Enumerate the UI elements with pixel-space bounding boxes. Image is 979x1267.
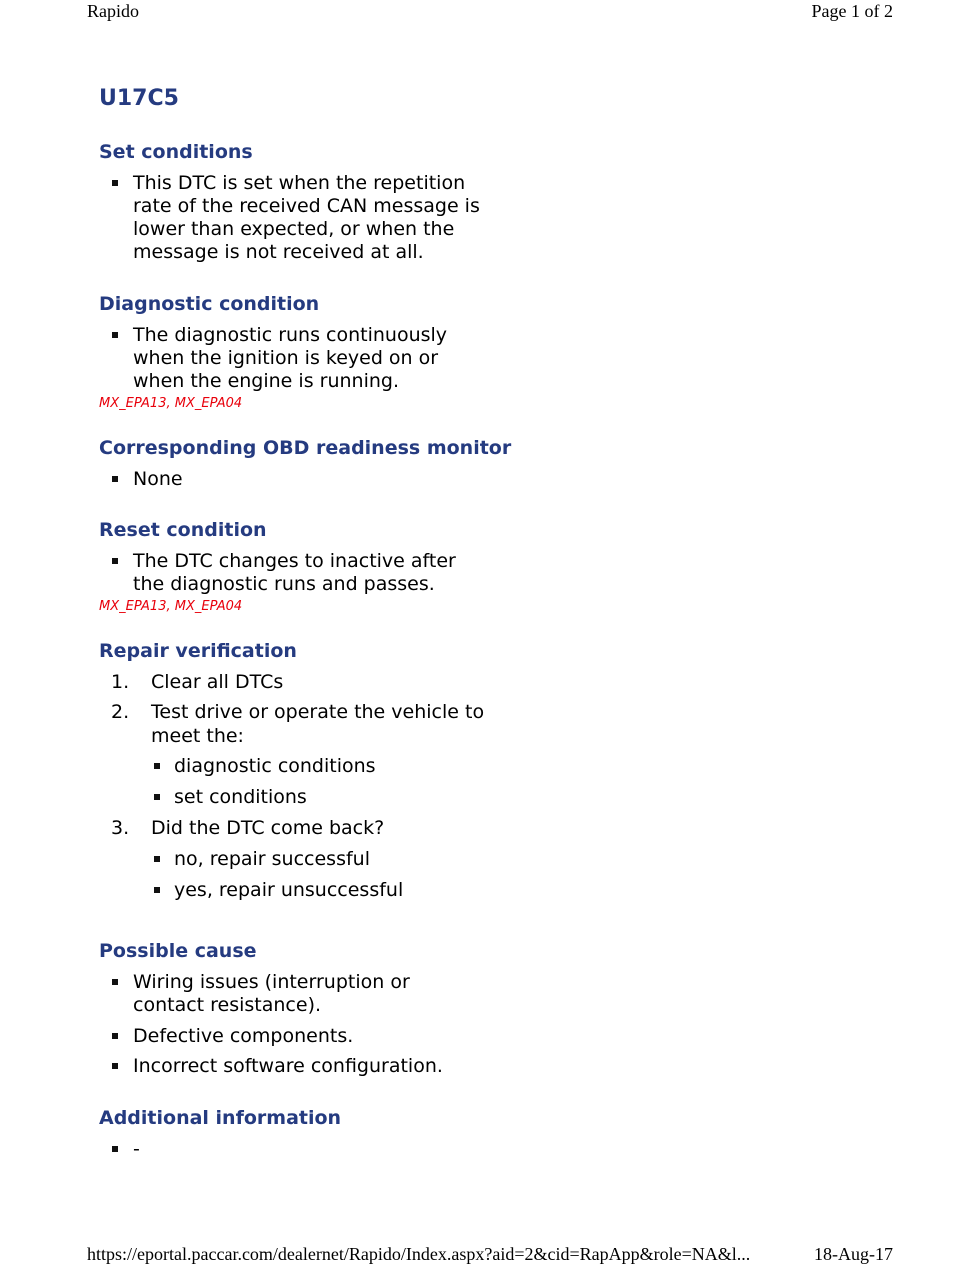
list-item: 3. Did the DTC come back? no, repair successful yes, repair unsuccessful <box>99 817 489 902</box>
section-heading: Corresponding OBD readiness monitor <box>99 437 512 459</box>
sub-list-item: diagnostic conditions <box>151 755 489 778</box>
footer-url: https://eportal.paccar.com/dealernet/Rapido/Index.aspx?aid=2&cid=RapApp&role=NA&l... <box>87 1244 751 1264</box>
bullet-icon <box>154 856 160 862</box>
reset-condition-section <box>99 518 539 615</box>
section-heading: Reset condition <box>99 519 267 541</box>
list-item: 1. Clear all DTCs <box>111 670 284 693</box>
list-item: Defective components. <box>99 1025 469 1048</box>
section-heading: Repair verification <box>99 640 297 662</box>
section-heading: Diagnostic condition <box>99 293 320 315</box>
print-header <box>0 0 979 24</box>
list-item: The diagnostic runs continuously when the ignition is keyed on or when the engine is running. <box>99 324 469 394</box>
bullet-icon <box>112 1063 118 1069</box>
sub-list-item: no, repair successful <box>151 848 489 871</box>
step-number: 3. <box>111 816 130 839</box>
repair-verification-section <box>99 639 539 902</box>
bullet-icon <box>112 979 118 985</box>
section-heading: Set conditions <box>99 141 253 163</box>
bullet-icon <box>154 794 160 800</box>
header-app-name: Rapido <box>87 1 139 21</box>
bullet-icon <box>112 1146 118 1152</box>
list-item: Wiring issues (interruption or contact resistance). <box>99 971 469 1018</box>
page-title: U17C5 <box>99 86 179 111</box>
bullet-icon <box>112 332 118 338</box>
possible-cause-section <box>99 939 539 1079</box>
list-item: 2. Test drive or operate the vehicle to meet the: diagnostic conditions set conditions <box>99 701 489 809</box>
obd-monitor-section <box>99 436 539 491</box>
sub-list-item: yes, repair unsuccessful <box>151 879 489 902</box>
list-item: This DTC is set when the repetition rate of the received CAN message is lower than expected, or when the message is not received at all. <box>99 172 499 265</box>
bullet-icon <box>154 763 160 769</box>
set-conditions-section <box>99 140 539 265</box>
additional-information-section <box>99 1106 539 1161</box>
sub-list-item: set conditions <box>151 786 489 809</box>
bullet-icon <box>112 1033 118 1039</box>
list-item: - <box>99 1138 539 1161</box>
section-heading: Possible cause <box>99 940 257 962</box>
bullet-icon <box>154 887 160 893</box>
bullet-icon <box>112 558 118 564</box>
reference-note: MX_EPA13, MX_EPA04 <box>99 396 243 412</box>
list-item: Incorrect software configuration. <box>99 1055 469 1078</box>
bullet-icon <box>112 180 118 186</box>
footer-date: 18-Aug-17 <box>814 1244 893 1264</box>
header-page-number: Page 1 of 2 <box>811 1 893 21</box>
reference-note: MX_EPA13, MX_EPA04 <box>99 599 243 615</box>
print-footer <box>0 1243 979 1267</box>
list-item: None <box>99 468 539 491</box>
step-number: 1. <box>111 670 130 693</box>
step-number: 2. <box>111 701 130 724</box>
bullet-icon <box>112 476 118 482</box>
diagnostic-condition-section <box>99 292 539 412</box>
list-item: The DTC changes to inactive after the diagnostic runs and passes. <box>99 550 479 597</box>
section-heading: Additional information <box>99 1107 342 1129</box>
